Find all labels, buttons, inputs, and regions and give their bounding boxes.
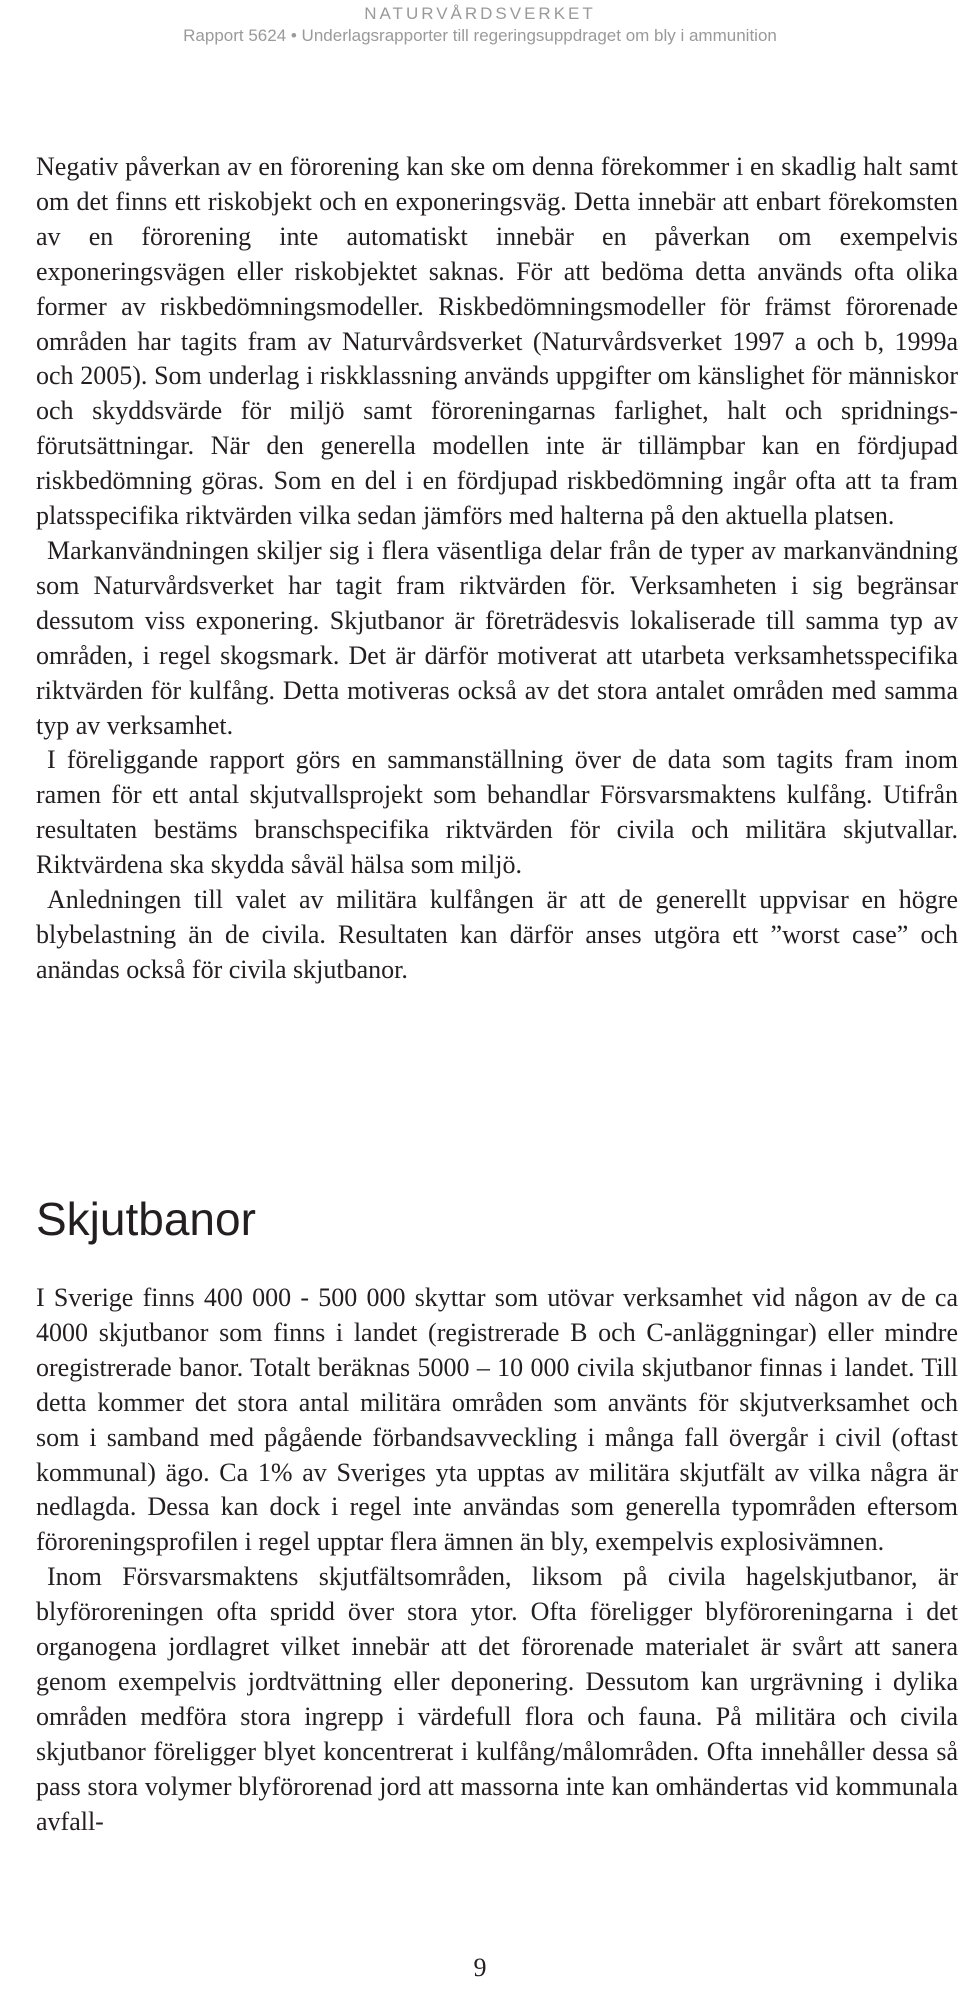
header-report-series: Rapport 5624 • Underlagsrapporter till regeringsuppdraget om bly i ammunition (183, 26, 777, 45)
section-heading: Skjutbanor (36, 1193, 256, 1245)
page-number: 9 (473, 1953, 487, 1982)
paragraph: Inom Försvarsmaktens skjutfältsområden, liksom på civila hagelskjutbanor, är blyföroreningen ofta spridd över stora ytor. Ofta föreligger blyföroreningarna i det organogena jordlagret vilket innebär att det förorenade materialet är svårt att sanera genom exempelvis jordtvättning eller deponering. Dessutom kan urgrävning i dylika områden medföra stora ingrepp i värdefull flora och fauna. På militära och civila skjutbanor föreligger blyet koncentrerat i kulfång/målområden. Ofta innehåller dessa så pass stora volymer blyförorenad jord att massorna inte kan omhändertas vid kommunala avfall- (36, 1562, 958, 1836)
paragraph: Markanvändningen skiljer sig i flera väsentliga delar från de typer av markanvändning som Naturvårdsverket har tagit fram riktvärden för. Verksamheten i sig begränsar dessutom viss exponering. Skjutbanor är företrädesvis lokaliserade till samma typ av områden, i regel skogsmark. Det är därför motiverat att utarbeta verksamhetsspecifika riktvärden för kulfång. Detta motiveras också av det stora antalet områden med samma typ av verksamhet. (36, 535, 958, 740)
section-text-block (36, 1281, 958, 1840)
intro-text-block (36, 150, 958, 988)
running-header (0, 4, 960, 48)
paragraph: I Sverige finns 400 000 - 500 000 skyttar som utövar verksamhet vid någon av de ca 4000 skjutbanor som finns i landet (registrerade B och C-anläggningar) eller mindre oregistrerade banor. Totalt beräknas 5000 – 10 000 civila skjutbanor finnas i landet. Till detta kommer det stora antal militära områden som använts för skjutverksamhet och som i samband med pågående förbandsavveckling i många fall övergår i civil (oftast kommunal) ägo. Ca 1% av Sveriges yta upptas av militära skjutfält av vilka några är nedlagda. Dessa kan dock i regel inte användas som generella typområden eftersom föroreningsprofilen i regel upptar flera ämnen än bly, exempelvis explosivämnen. (36, 1283, 958, 1557)
paragraph: I föreliggande rapport görs en sammanställning över de data som tagits fram inom ramen för ett antal skjutvallsprojekt som behandlar Försvarsmaktens kulfång. Utifrån resultaten bestäms branschspecifika riktvärden för civila och militära skjutvallar. Riktvärdena ska skydda såväl hälsa som miljö. (36, 745, 958, 880)
paragraph: Negativ påverkan av en förorening kan ske om denna förekommer i en skadlig halt samt om det finns ett riskobjekt och en exponeringsväg. Detta innebär att enbart förekomsten av en förorening inte automatiskt innebär en påverkan om exempelvis exponeringsvägen eller riskobjektet saknas. För att bedöma detta används ofta olika former av riskbedömningsmodeller. Riskbedömningsmodeller för främst förorenade områden har tagits fram av Naturvårdsverket (Naturvårdsverket 1997 a och b, 1999a och 2005). Som underlag i riskklassning används uppgifter om känslighet för människor och skyddsvärde för miljö samt föroreningarnas farlighet, halt och spridningsförutsättningar. När den generella modellen inte är tillämpbar kan en fördjupad riskbedömning göras. Som en del i en fördjupad riskbedömning ingår ofta att ta fram platsspecifika riktvärden vilka sedan jämförs med halterna på den aktuella platsen. (36, 152, 958, 531)
paragraph: Anledningen till valet av militära kulfången är att de generellt uppvisar en högre blybelastning än de civila. Resultaten kan därför anses utgöra ett ”worst case” och anändas också för civila skjutbanor. (36, 885, 958, 984)
header-organization: NATURVÅRDSVERKET (364, 4, 596, 23)
